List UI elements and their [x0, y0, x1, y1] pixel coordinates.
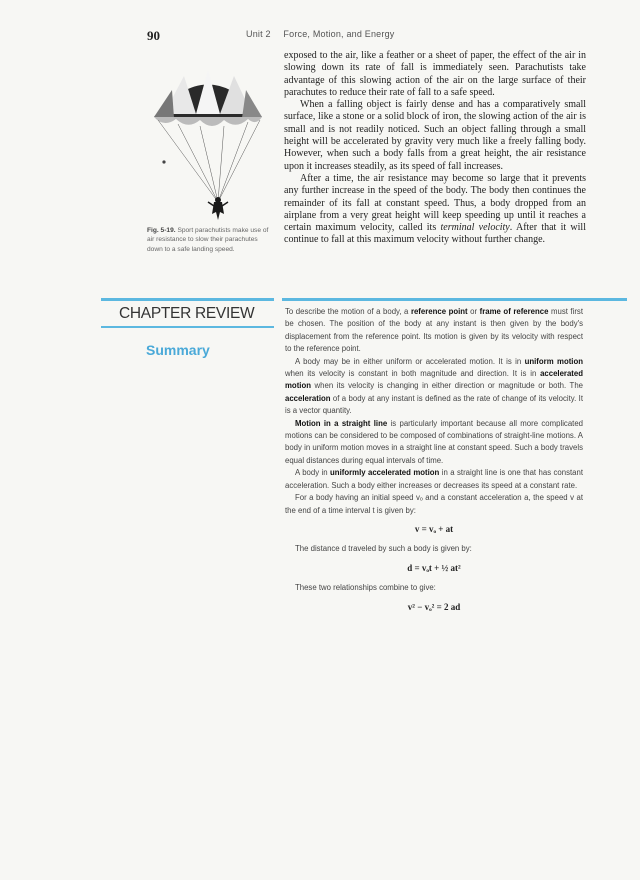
- parachutist: [208, 197, 228, 220]
- chapter-review-rule-top: [101, 298, 274, 301]
- term-uniform-motion: uniform motion: [524, 356, 584, 366]
- body-text-span: After a time, the air resistance may become so large that it prevents any further increase in the speed of the body. The body then continues the remainder of its fall at constant speed. Thus, a body dropped from an airplane from a very great height will keep speeding up until it reaches a certain maximum velocity, called its: [284, 172, 586, 234]
- summary-text: [285, 306, 583, 621]
- figure-caption: [147, 226, 275, 254]
- summary-span: in a straight line is one that has constant acceleration. Such a body either increases or decreases its speed at a constant rate.: [285, 468, 584, 490]
- parachute-canopy: [154, 70, 262, 126]
- summary-paragraph: The distance d traveled by such a body is given by:: [295, 544, 472, 554]
- term-uniformly-accelerated-motion: uniformly accelerated motion: [330, 468, 440, 478]
- term-reference-point: reference point: [410, 307, 468, 316]
- summary-heading: Summary: [146, 342, 210, 358]
- term-acceleration: acceleration: [285, 393, 331, 403]
- summary-paragraph: [285, 306, 583, 356]
- summary-span: must first be chosen. The position of the body at any instant is then given by the body's displacement from the reference point. Its motion is given by its velocity with respect to the reference point.: [285, 307, 583, 354]
- body-paragraph: When a falling object is fairly dense and has a comparatively small surface, like a stone or a solid block of iron, the slowing action of the air is small and is not readily noticed. Such an object falling through a small height will be accelerated by gravity very much like a freely falling body. However, when such a body falls from a great height, the air resistance upon it increases steadily, as its speed of fall increases.: [284, 99, 586, 172]
- body-text: [284, 50, 586, 247]
- summary-span: when its velocity is constant in both magnitude and direction. It is in: [285, 369, 541, 379]
- terminal-velocity-term: terminal velocity: [440, 222, 510, 234]
- equation-distance: d = vₒt + ½ at²: [407, 562, 461, 573]
- term-frame-of-reference: frame of reference: [479, 307, 549, 316]
- summary-paragraph: For a body having an initial speed vₒ and a constant acceleration a, the speed v at the end of a time interval t is given by:: [285, 493, 583, 515]
- term-accelerated-motion: accelerated motion: [285, 369, 583, 391]
- summary-span: A body in: [295, 468, 331, 478]
- unit-title: Force, Motion, and Energy: [283, 29, 395, 39]
- summary-span: or: [467, 307, 480, 316]
- summary-rule-top: [282, 298, 627, 301]
- distant-bird: [162, 160, 165, 163]
- term-straight-line-motion: Motion in a straight line: [295, 418, 388, 428]
- summary-paragraph: These two relationships combine to give:: [295, 583, 436, 593]
- unit-label: Unit 2: [246, 29, 271, 39]
- chapter-review-rule-bottom: [101, 326, 274, 328]
- figure-label: Fig. 5-19.: [147, 227, 176, 234]
- page-number: 90: [147, 28, 160, 43]
- summary-span: when its velocity is changing in either direction or magnitude or both. The: [310, 381, 583, 391]
- parachute-photo: [144, 62, 272, 234]
- figure-caption-text: Sport parachutists make use of air resistance to slow their parachutes down to a safe landing speed.: [147, 227, 269, 253]
- summary-paragraph: [285, 467, 583, 492]
- summary-paragraph: [285, 418, 583, 468]
- summary-span: To describe the motion of a body, a: [285, 307, 411, 316]
- body-text-span: . After that it will continue to fall at this maximum velocity without further change.: [284, 222, 586, 246]
- equation-velocity: v = vₒ + at: [414, 523, 454, 534]
- summary-span: is particularly important because all more complicated motions can be considered to be composed of combinations of straight-line motions. A body in uniform motion moves in a straight line at constant speed. Such a body travels equal distances during equal intervals of time.: [285, 418, 584, 465]
- running-head: [246, 29, 394, 39]
- chapter-review-heading: CHAPTER REVIEW: [119, 305, 255, 322]
- body-paragraph: [284, 173, 586, 247]
- summary-span: of a body at any instant is defined as the rate of change of its velocity. It is a vector quantity.: [285, 393, 583, 416]
- summary-span: A body may be in either uniform or accelerated motion. It is in: [295, 356, 525, 366]
- summary-paragraph: [285, 356, 583, 418]
- body-paragraph: exposed to the air, like a feather or a sheet of paper, the effect of the air in slowing down its rate of fall is immediately seen. Parachutists take advantage of this slowing action of the air on the large surface of their parachutes to reduce their rate of fall to a safe speed.: [284, 50, 586, 98]
- equation-combined: v² − vₒ² = 2 ad: [407, 601, 461, 612]
- parachute-lines: [158, 120, 260, 202]
